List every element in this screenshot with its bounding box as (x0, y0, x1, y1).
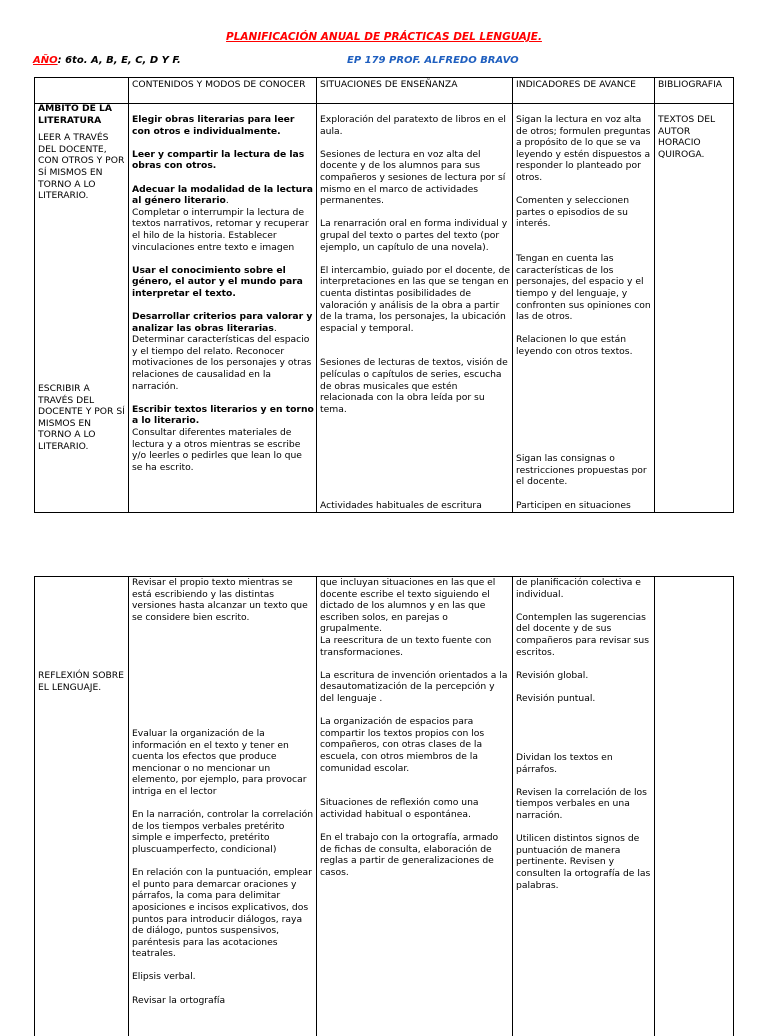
indicador-planificacion: de planificación colectiva e individual. (516, 577, 641, 600)
ambito-column (38, 103, 126, 202)
situacion-reflexion: Situaciones de reflexión como una actividad habitual o espontánea. (320, 797, 479, 820)
indicador-relacionen: Relacionen lo que están leyendo con otros textos. (516, 334, 633, 357)
year-line (33, 55, 181, 66)
header-contenidos: CONTENIDOS Y MODOS DE CONOCER (132, 79, 306, 90)
situacion-organizacion: La organización de espacios para compartir los textos propios con los compañeros, con otras clases de la escuela, con otros miembros de la comunidad escolar. (320, 716, 485, 774)
contenido-evaluar: Evaluar la organización de la información en el texto y tener en cuenta los efectos que produce mencionar o no mencionar un elemento, por ejemplo, para provocar intriga en el lector (132, 728, 307, 797)
indicador-consignas: Sigan las consignas o restricciones propuestas por el docente. (516, 453, 647, 488)
situacion-sesiones: Sesiones de lectura en voz alta del docente y de los alumnos para sus compañeros y sesiones de lectura por sí mismo en el marco de actividades permanentes. (320, 148, 506, 207)
header-situaciones: SITUACIONES DE ENSEÑANZA (320, 79, 458, 90)
indicador-sigan: Sigan la lectura en voz alta de otros; formulen preguntas a propósito de lo que se va leyendo y estén dispuestos a responder lo planteado por otros. (516, 114, 651, 183)
contenido-desarrollar-text: Determinar características del espacio y el tiempo del relato. Reconocer motivaciones de los personajes y otras relaciones de causalidad en la narración. (132, 334, 312, 392)
contenidos-column-2 (132, 577, 314, 623)
indicadores-column-2b (516, 752, 652, 891)
ambito-leer: LEER A TRAVÉS DEL DOCENTE, CON OTROS Y POR SÍ MISMOS EN TORNO A LO LITERARIO. (38, 132, 125, 202)
indicador-utilicen: Utilicen distintos signos de puntuación de manera pertinente. Revisen y consulten la ortografía de las palabras. (516, 833, 651, 891)
indicador-revision-puntual: Revisión puntual. (516, 692, 596, 704)
situacion-invencion: La escritura de invención orientados a la desautomatización de la percepción y del lenguaje . (320, 669, 508, 704)
year-label: AÑO (33, 55, 58, 66)
situacion-ortografia: En el trabajo con la ortografía, armado de fichas de consulta, elaboración de reglas a partir de generalizaciones de casos. (320, 832, 499, 878)
planning-table-1 (34, 77, 734, 513)
situacion-intercambio: El intercambio, guiado por el docente, de interpretaciones en las que se tengan en cuenta distintas posibilidades de valoración y análisis de la obra a partir de la trama, los personajes, la ubicación espacial y temporal. (320, 264, 511, 334)
indicador-revision-global: Revisión global. (516, 669, 589, 681)
indicador-comenten: Comenten y seleccionen partes o episodios de su interés. (516, 195, 630, 230)
contenido-escribir: Escribir textos literarios y en torno a lo literario. (132, 403, 314, 427)
school-line: EP 179 PROF. ALFREDO BRAVO (347, 55, 519, 66)
contenido-narracion: En la narración, controlar la correlación de los tiempos verbales pretérito simple e imperfecto, pretérito pluscuamperfecto, condicional) (132, 809, 314, 855)
situaciones-column (320, 114, 510, 415)
contenido-adecuar: Adecuar la modalidad de la lectura al género literario (132, 183, 313, 207)
ambito-heading: AMBITO DE LA LITERATURA (38, 103, 113, 126)
contenido-puntuacion: En relación con la puntuación, emplear el punto para demarcar oraciones y párrafos, la coma para delimitar aposiciones e incisos explicativos, dos puntos para introducir diálogos, raya de diálogo, puntos suspensivos, paréntesis para las acotaciones teatrales. (132, 867, 312, 960)
situacion-renarracion: La renarración oral en forma individual y grupal del texto o partes del texto (por ejemplo, un capítulo de una novela). (320, 218, 508, 253)
indicador-contemplen: Contemplen las sugerencias del docente y de sus compañeros para revisar sus escritos. (516, 611, 649, 658)
situaciones-column-2 (320, 577, 510, 878)
contenido-leer: Leer y compartir la lectura de las obras con otros. (132, 148, 305, 172)
contenido-adecuar-text: Completar o interrumpir la lectura de textos narrativos, retomar y recuperar el hilo de la historia. Establecer vinculaciones entre texto e imagen (132, 206, 309, 253)
header-bibliografia: BIBLIOGRAFIA (658, 79, 723, 90)
contenido-desarrollar: Desarrollar criterios para valorar y analizar las obras literarias (132, 311, 313, 334)
contenido-revisar: Revisar el propio texto mientras se está escribiendo y las distintas versiones hasta alcanzar un texto que se considere bien escrito. (132, 577, 308, 623)
contenido-elegir: Elegir obras literarias para leer con otros e individualmente. (132, 114, 295, 137)
situacion-lecturas: Sesiones de lecturas de textos, visión de películas o capítulos de series, escucha de obras musicales que estén relacionada con la obra leída por su tema. (320, 357, 508, 415)
contenido-ortografia: Revisar la ortografía (132, 994, 226, 1006)
contenido-desarrollar-tail: . (273, 322, 277, 334)
header-indicadores: INDICADORES DE AVANCE (516, 79, 636, 90)
situacion-incluyan: que incluyan situaciones en las que el docente escribe el texto siguiendo el dictado de los alumnos y en las que escriben solos, en parejas o grupalmente. (320, 577, 496, 635)
contenido-escribir-text: Consultar diferentes materiales de lectura y a otros mientras se escribe y/o leerles o pedirles que lean lo que se ha escrito. (132, 427, 302, 473)
indicador-participen: Participen en situaciones (516, 500, 631, 511)
contenidos-column (132, 114, 314, 473)
year-value: : 6to. A, B, E, C, D Y F. (57, 55, 181, 66)
situacion-reescritura: La reescritura de un texto fuente con transformaciones. (320, 634, 492, 658)
reflexion-cell: REFLEXIÓN SOBRE EL LENGUAJE. (38, 670, 124, 693)
indicador-dividan: Dividan los textos en párrafos. (516, 752, 613, 775)
contenido-elipsis: Elipsis verbal. (132, 971, 196, 983)
document-title: PLANIFICACIÓN ANUAL DE PRÁCTICAS DEL LENGUAJE. (226, 31, 542, 43)
indicadores-column-2 (516, 577, 652, 705)
indicador-tengan: Tengan en cuenta las características de los personajes, del espacio y el tiempo y del lenguaje, y confronten sus opiniones con las de otros. (516, 253, 651, 323)
situacion-exploracion: Exploración del paratexto de libros en el aula. (320, 114, 506, 137)
contenidos-column-2b (132, 728, 314, 1006)
bibliografia-cell: TEXTOS DEL AUTOR HORACIO QUIROGA. (658, 114, 716, 160)
situacion-actividades: Actividades habituales de escritura (320, 500, 482, 511)
ambito-escribir: ESCRIBIR A TRAVÉS DEL DOCENTE Y POR SÍ MISMOS EN TORNO A LO LITERARIO. (38, 383, 125, 452)
contenido-adecuar-tail: . (225, 195, 229, 207)
indicador-revisen: Revisen la correlación de los tiempos verbales en una narración. (516, 786, 647, 821)
contenido-usar: Usar el conocimiento sobre el género, el autor y el mundo para interpretar el texto. (132, 264, 303, 299)
indicadores-column (516, 114, 652, 357)
planning-table-2 (34, 576, 734, 1036)
